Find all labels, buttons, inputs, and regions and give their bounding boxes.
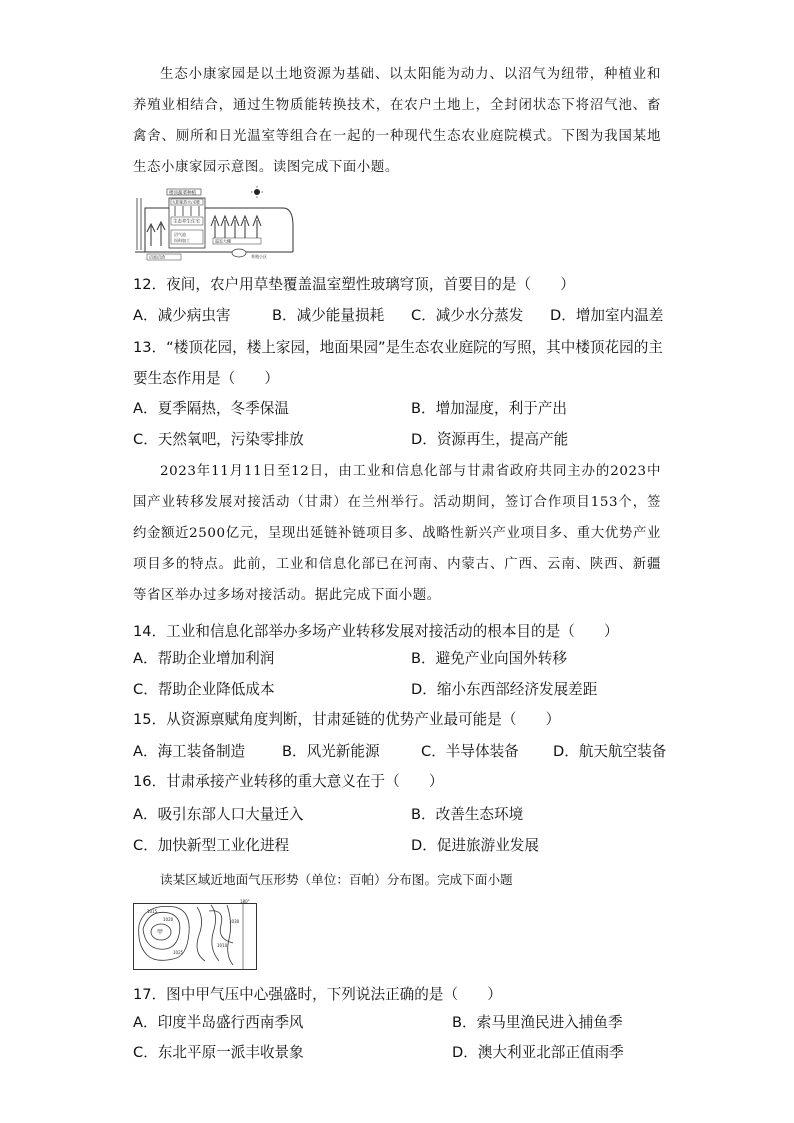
q12-option-b[interactable]: B．减少能量损耗: [272, 307, 385, 324]
question-13-stem: 13．“楼顶花园，楼上家园，地面果园”是生态农业庭院的写照，其中楼顶花园的主要生态作用是（ ）: [133, 339, 663, 387]
q12-option-c[interactable]: C．减少水分蒸发: [411, 307, 524, 324]
question-15-stem: 15．从资源禀赋角度判断，甘肃延链的优势产业最可能是（ ）: [133, 711, 561, 728]
question-14-stem: 14．工业和信息化部举办多场产业转移发展对接活动的根本目的是（ ）: [133, 623, 619, 640]
q15-option-a[interactable]: A．海工装备制造: [133, 743, 246, 760]
q14-option-c[interactable]: C．帮助企业降低成本: [133, 681, 275, 698]
question-16-stem: 16．甘肃承接产业转移的重大意义在于（ ）: [133, 773, 444, 790]
pressure-map: [133, 899, 257, 970]
label-home: 生态养生住宅: [173, 219, 200, 225]
q15-option-b[interactable]: B．风光新能源: [282, 743, 380, 760]
q14-option-d[interactable]: D．缩小东西部经济发展差距: [411, 681, 598, 698]
q14-option-b[interactable]: B．避免产业向国外转移: [411, 650, 567, 667]
q17-option-c[interactable]: C．东北平原一派丰收景象: [133, 1044, 304, 1061]
label-biogas: 沼气池: [174, 232, 186, 237]
isobar-label-1025: 1025: [173, 950, 184, 955]
label-greenhouse: 温室大棚: [215, 238, 231, 244]
isobar-label-1015: 1015: [147, 909, 158, 914]
q14-option-a[interactable]: A．帮助企业增加利润: [133, 650, 275, 667]
eco-home-diagram: [133, 186, 295, 262]
pressure-map-svg: [133, 899, 257, 970]
q16-option-d[interactable]: D．促进旅游业发展: [411, 837, 539, 854]
label-solar: 太阳能热水/采暖: [172, 199, 200, 205]
lead-pressure-map: 读某区域近地面气压形势（单位：百帕）分布图。完成下面小题: [160, 872, 513, 887]
passage-industry-transfer: 2023年11月11日至12日，由工业和信息化部与甘肃省政府共同主办的2023中国产业转移发展对接活动（甘肃）在兰州举行。活动期间，签订合作项目153个，签约金额近2500亿元，呈现出延链补链项目多、战略性新兴产业项目多、重大优势产业项目多的特点。此前，工业和信息化部已在河南、内蒙古、广西、云南、陕西、新疆等省区举办过多场对接活动。据此完成下面小题。: [133, 464, 661, 603]
label-livestock: 养殖小区: [251, 254, 267, 259]
q12-option-d[interactable]: D．增加室内温差: [550, 307, 664, 324]
longitude-label: 180°: [240, 899, 250, 904]
q13-option-c[interactable]: C．天然氧吧，污染零排放: [133, 431, 304, 448]
biogas-tank-icon: [232, 249, 246, 257]
q15-option-d[interactable]: D．航天航空装备: [553, 743, 667, 760]
isobar-label-1030: 1030: [229, 919, 240, 924]
question-17-stem: 17．图中甲气压中心强盛时，下列说法正确的是（ ）: [133, 986, 502, 1003]
q17-option-b[interactable]: B．索马里渔民进入捕鱼季: [452, 1014, 623, 1031]
passage-eco-home: 生态小康家园是以土地资源为基础、以太阳能为动力、以沼气为纽带，种植业和养殖业相结合，通过生物质能转换技术，在农户土地上，全封闭状态下将沼气池、畜禽舍、厕所和日光温室等组合在一起的一种现代生态农业庭院模式。下图为我国某地生态小康家园示意图。读图完成下面小题。: [133, 67, 661, 175]
label-feed: 饲料加工: [174, 238, 190, 243]
q16-option-b[interactable]: B．改善生态环境: [411, 806, 524, 823]
q16-option-c[interactable]: C．加快新型工业化进程: [133, 837, 290, 854]
q17-option-a[interactable]: A．印度半岛盛行西南季风: [133, 1014, 304, 1031]
q13-option-a[interactable]: A．夏季隔热，冬季保温: [133, 400, 289, 417]
eco-home-diagram-svg: [133, 186, 295, 262]
isobar-label-1020: 1020: [163, 917, 174, 922]
q12-option-a[interactable]: A．减少病虫害: [133, 307, 231, 324]
q15-option-c[interactable]: C．半导体装备: [421, 743, 519, 760]
q16-option-a[interactable]: A．吸引东部人口大量迁入: [133, 806, 304, 823]
label-roof-veg: 楼顶蔬菜种植: [169, 191, 196, 196]
q13-option-d[interactable]: D．资源再生，提高产能: [411, 431, 569, 448]
q13-option-b[interactable]: B．增加湿度，利于产出: [411, 400, 567, 417]
label-slurry: 沼液沼渣: [149, 254, 165, 260]
q17-option-d[interactable]: D．澳大利亚北部正值雨季: [452, 1044, 624, 1061]
isobar-label-1010: 1010: [217, 943, 228, 948]
center-label-jia: 甲: [157, 929, 164, 936]
question-12-stem: 12．夜间，农户用草垫覆盖温室塑性玻璃穹顶，首要目的是（ ）: [133, 276, 575, 293]
sun-icon: [254, 189, 260, 195]
